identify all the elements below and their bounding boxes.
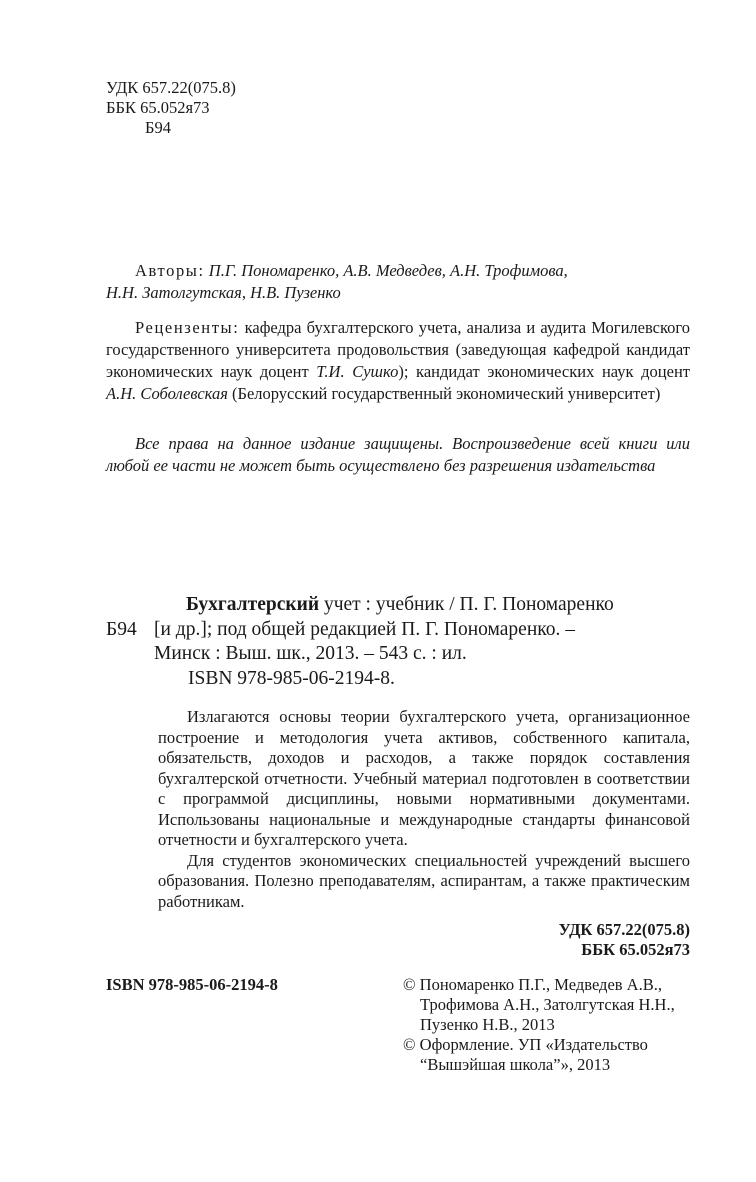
classification-codes: [106, 78, 236, 138]
reviewer-sobolevskaya: А.Н. Соболевская: [106, 384, 228, 403]
biblio-line-2: [и др.]; под общей редакцией П. Г. Пономаренко. –: [154, 618, 575, 640]
authors-line-1: [106, 260, 690, 282]
copyright-authors-line-2: Трофимова А.Н., Затолгутская Н.Н.,: [420, 995, 675, 1014]
biblio-title-bold: Бухгалтерский: [186, 594, 320, 615]
reviewers-text-3: (Белорусский государственный экономический университет): [232, 384, 661, 403]
author-sign: Б94: [145, 118, 171, 137]
classification-codes-right: [559, 920, 690, 960]
biblio-row-2: [106, 618, 690, 643]
abstract-paragraph-1: Излагаются основы теории бухгалтерского учета, организационное построение и методология учета активов, собственного капитала, обязательств, доходов и расходов, а также порядок составления бухгалтерской отчетности. Учебный материал подготовлен в соответствии с программой дисциплины, новыми нормативными документами. Использованы национальные и международные стандарты финансовой отчетности и бухгалтерского учета.: [158, 707, 690, 849]
copyright-design-line-2: “Вышэйшая школа”», 2013: [420, 1055, 611, 1074]
bbk-code-right: ББК 65.052я73: [581, 940, 690, 959]
reviewers-text-1: кафедра бухгалтерского учета, анализа и аудита Могилевского государственного университета продовольствия (заведующая кафедрой кандидат экономических наук доцент: [106, 318, 691, 381]
copyright-block: [403, 975, 703, 1075]
biblio-row-3: [106, 642, 690, 667]
reviewers-text-2: ); кандидат экономических наук доцент: [398, 362, 690, 381]
copyright-design-line-1: © Оформление. УП «Издательство: [403, 1035, 648, 1054]
bbk-code: ББК 65.052я73: [106, 98, 210, 117]
biblio-isbn: ISBN 978-985-06-2194-8.: [188, 667, 395, 689]
biblio-title-line: [106, 593, 690, 618]
authors-paragraph: [106, 260, 690, 304]
authors-label: Авторы:: [135, 261, 205, 280]
udc-code-right: УДК 657.22(075.8): [558, 920, 690, 939]
bibliographic-record: [106, 593, 690, 691]
biblio-title-rest: учет : учебник / П. Г. Пономаренко: [323, 594, 614, 615]
udc-code: УДК 657.22(075.8): [106, 78, 236, 97]
author-name-zatolgutskaya: Н.Н. Затолгутская: [106, 283, 242, 302]
reviewers-paragraph: [106, 317, 690, 405]
author-name-puzenko: Н.В. Пузенко: [250, 283, 341, 302]
isbn-bottom: ISBN 978-985-06-2194-8: [106, 975, 278, 994]
authors-line-2: [106, 282, 690, 304]
rights-notice: Все права на данное издание защищены. Воспроизведение всей книги или любой ее части не может быть осуществлено без разрешения издательства: [106, 434, 690, 475]
reviewers-label: Рецензенты:: [135, 318, 240, 337]
biblio-line-3: Минск : Выш. шк., 2013. – 543 с. : ил.: [154, 643, 467, 664]
abstract: [158, 707, 690, 912]
copyright-authors-line-3: Пузенко Н.В., 2013: [420, 1015, 555, 1034]
authors-names-1: П.Г. Пономаренко, А.В. Медведев, А.Н. Трофимова,: [208, 261, 568, 280]
abstract-paragraph-2: Для студентов экономических специальностей учреждений высшего образования. Полезно преподавателям, аспирантам, а также практическим работникам.: [158, 850, 690, 911]
authors-separator: ,: [241, 283, 246, 302]
copyright-authors-line-1: © Пономаренко П.Г., Медведев А.В.,: [403, 975, 662, 994]
reviewer-sushko: Т.И. Сушко: [316, 362, 399, 381]
biblio-sign: Б94: [106, 618, 137, 640]
